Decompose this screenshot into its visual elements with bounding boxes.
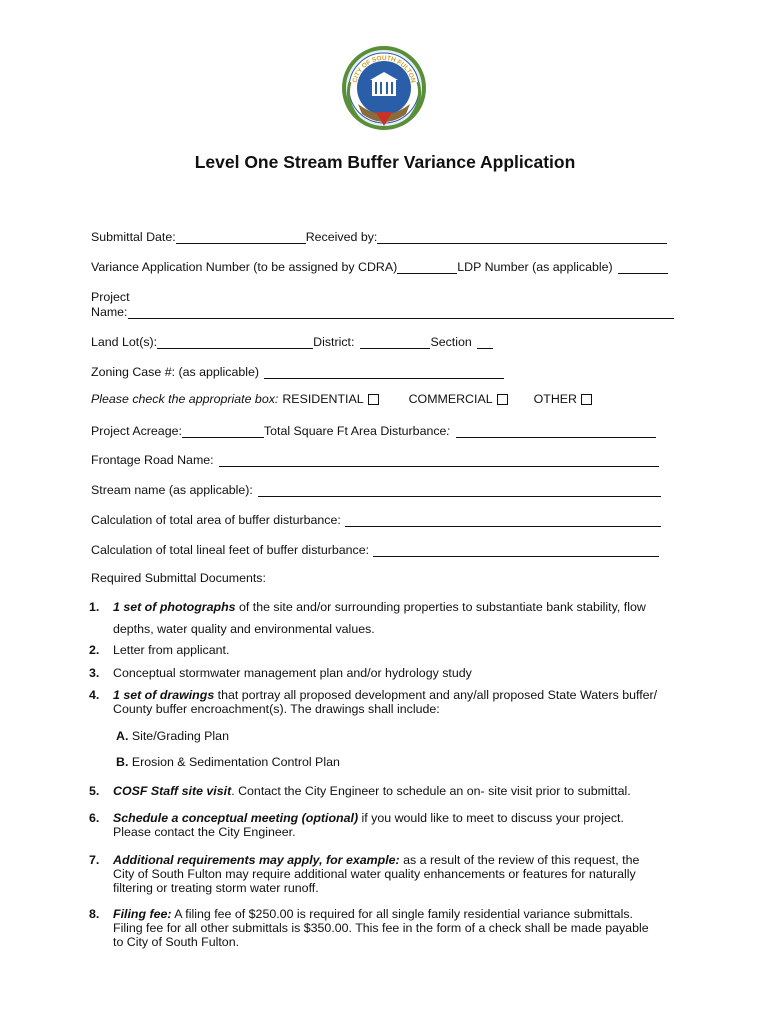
item-5-number: 5.: [89, 784, 100, 798]
sub-item-a-text: Site/Grading Plan: [128, 729, 229, 743]
residential-label: RESIDENTIAL: [282, 392, 364, 406]
project-name-label: Name:: [91, 305, 128, 319]
sub-item-b: [116, 755, 676, 769]
submittal-date-label: Submittal Date:: [91, 230, 176, 244]
land-lot-row: [91, 335, 493, 349]
calc-area-label: Calculation of total area of buffer disturbance:: [91, 513, 341, 527]
item-6-text: if you would like to meet to discuss your project.: [358, 811, 624, 825]
calc-area-field[interactable]: [345, 514, 661, 527]
item-7-continuation-1: City of South Fulton may require additional water quality enhancements or features for naturally: [113, 867, 636, 881]
residential-checkbox[interactable]: [368, 394, 379, 405]
acreage-field[interactable]: [182, 425, 264, 438]
item-5-text: . Contact the City Engineer to schedule an on- site visit prior to submittal.: [231, 784, 631, 798]
zoning-case-field[interactable]: [264, 366, 504, 379]
item-8-bold: Filing fee:: [113, 907, 172, 921]
item-4-continuation: County buffer encroachment(s). The drawings shall include:: [113, 702, 440, 716]
stream-label: Stream name (as applicable):: [91, 483, 253, 497]
list-item-4: [113, 688, 673, 716]
section-field[interactable]: [477, 336, 493, 349]
calc-area-row: [91, 513, 661, 527]
item-1-text: of the site and/or surrounding properties to substantiate bank stability, flow: [235, 600, 646, 614]
item-4-text: that portray all proposed development and any/all proposed State Waters buffer/: [214, 688, 658, 702]
commercial-label: COMMERCIAL: [408, 392, 493, 406]
project-name-field[interactable]: [128, 306, 674, 319]
ldp-number-field[interactable]: [618, 261, 668, 274]
project-name-row: [91, 305, 674, 319]
frontage-row: [91, 453, 659, 467]
calc-lineal-label: Calculation of total lineal feet of buffer disturbance:: [91, 543, 370, 557]
sub-item-b-letter: B.: [116, 755, 129, 769]
sqft-disturbance-label: Total Square Ft Area Disturbance: [263, 424, 447, 438]
acreage-label: Project Acreage:: [91, 424, 182, 438]
commercial-checkbox[interactable]: [497, 394, 508, 405]
frontage-label: Frontage Road Name:: [91, 453, 214, 467]
list-item-6: [113, 811, 673, 839]
item-7-bold: Additional requirements may apply, for example:: [113, 853, 400, 867]
frontage-field[interactable]: [219, 454, 659, 467]
item-1-continuation: depths, water quality and environmental values.: [113, 622, 375, 636]
item-4-bold: 1 set of drawings: [113, 688, 215, 702]
item-7-number: 7.: [89, 853, 100, 867]
item-6-bold: Schedule a conceptual meeting (optional): [113, 811, 359, 825]
item-8-continuation-1: Filing fee for all other submittals is $350.00. This fee in the form of a check shall be made payable: [113, 921, 649, 935]
item-5-bold: COSF Staff site visit: [113, 784, 232, 798]
required-docs-heading: Required Submittal Documents:: [91, 571, 266, 585]
district-label: District:: [313, 335, 355, 349]
submittal-row: [91, 230, 667, 244]
check-prompt: Please check the appropriate box:: [91, 392, 279, 406]
received-by-label: Received by:: [305, 230, 378, 244]
sqft-disturbance-field[interactable]: [456, 425, 656, 438]
ldp-number-label: LDP Number (as applicable): [457, 260, 613, 274]
item-7-continuation-2: filtering or treating storm water runoff.: [113, 881, 319, 895]
sub-item-a: [116, 729, 676, 743]
item-8-number: 8.: [89, 907, 100, 921]
list-item-8: [113, 907, 673, 949]
zoning-row: [91, 365, 504, 379]
city-seal-logo: [336, 42, 432, 138]
variance-number-label: Variance Application Number (to be assigned by CDRA): [91, 260, 398, 274]
stream-row: [91, 483, 661, 497]
item-8-continuation-2: to City of South Fulton.: [113, 935, 240, 949]
calc-lineal-field[interactable]: [373, 544, 659, 557]
item-6-continuation: Please contact the City Engineer.: [113, 825, 296, 839]
other-label: OTHER: [533, 392, 577, 406]
svg-text:CITY OF SOUTH FULTON: CITY OF SOUTH FULTON: [351, 54, 417, 84]
item-8-text: A filing fee of $250.00 is required for all single family residential variance submittals.: [171, 907, 633, 921]
submittal-date-field[interactable]: [176, 231, 306, 244]
zoning-case-label: Zoning Case #: (as applicable): [91, 365, 260, 379]
sub-item-a-letter: A.: [116, 729, 129, 743]
item-1-number: 1.: [89, 600, 100, 614]
item-2-number: 2.: [89, 643, 100, 657]
item-4-number: 4.: [89, 688, 100, 702]
list-item-1: [113, 600, 673, 614]
stream-field[interactable]: [258, 484, 661, 497]
land-lots-field[interactable]: [157, 336, 313, 349]
sub-item-b-text: Erosion & Sedimentation Control Plan: [128, 755, 340, 769]
acreage-row: [91, 424, 656, 438]
received-by-field[interactable]: [377, 231, 667, 244]
section-label: Section: [430, 335, 472, 349]
item-3-number: 3.: [89, 666, 100, 680]
list-item-7: [113, 853, 673, 895]
variance-number-field[interactable]: [397, 261, 457, 274]
list-item-5: [113, 784, 673, 798]
district-field[interactable]: [360, 336, 430, 349]
list-item-3: Conceptual stormwater management plan and/or hydrology study: [113, 666, 472, 680]
calc-lineal-row: [91, 543, 659, 557]
other-checkbox[interactable]: [581, 394, 592, 405]
list-item-2: Letter from applicant.: [113, 643, 230, 657]
item-6-number: 6.: [89, 811, 100, 825]
item-1-bold: 1 set of photographs: [113, 600, 236, 614]
type-check-row: [91, 392, 592, 406]
project-label: Project: [91, 290, 130, 304]
variance-row: [91, 260, 668, 274]
land-lots-label: Land Lot(s):: [91, 335, 158, 349]
item-7-text: as a result of the review of this request, the: [399, 853, 640, 867]
sqft-disturbance-colon: :: [446, 424, 450, 438]
page-title: Level One Stream Buffer Variance Application: [194, 152, 576, 172]
